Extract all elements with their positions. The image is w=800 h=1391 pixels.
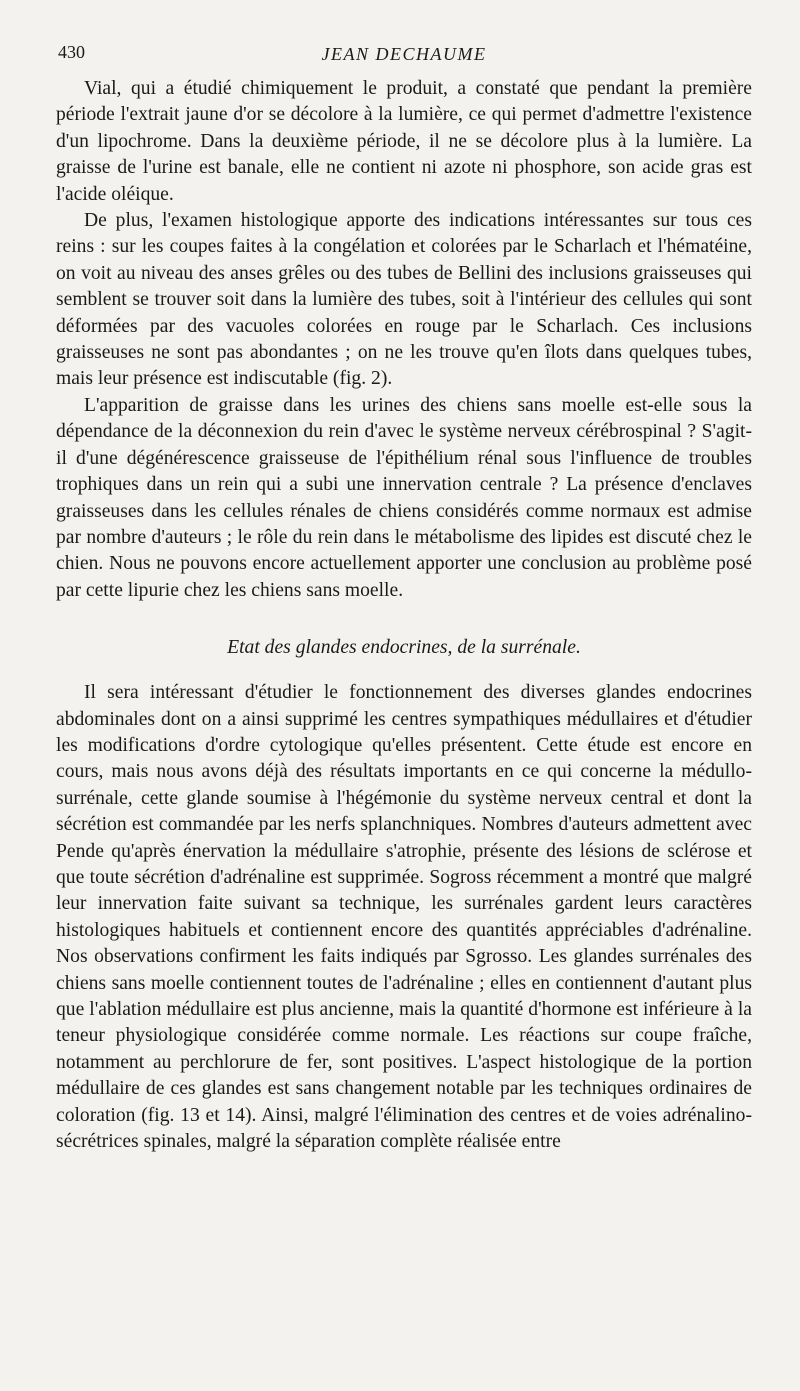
paragraph-histology: De plus, l'examen histologique apporte des indications intéressantes sur tous ces reins : sur les coupes faites à la congélation et colorées par le Scharlach et l'hématéine, on voit au niveau des anses grêles ou des tubes de Bellini des inclusions graisseuses qui semblent se trouver soit dans la lumière des tubes, soit à l'intérieur des cellules qui sont déformées par des vacuoles colorées en rouge par le Scharlach. Ces inclusions graisseuses ne sont pas abondantes ; on ne les trouve qu'en îlots dans quelques tubes, mais leur présence est indiscutable (fig. 2). bbox=[56, 210, 752, 390]
section-title: Etat des glandes endocrines, de la surrénale. bbox=[227, 637, 581, 659]
paragraph-lipuria: L'apparition de graisse dans les urines des chiens sans moelle est-elle sous la dépendance de la déconnexion du rein d'avec le système nerveux cérébrospinal ? S'agit-il d'une dégénérescence graisseuse de l'épithélium rénal sous l'influence de troubles trophiques dans un rein qui a subi une innervation centrale ? La présence d'enclaves graisseuses dans les cellules rénales de chiens considérés comme normaux est admise par nombre d'auteurs ; le rôle du rein dans le métabolisme des lipides est discuté chez le chien. Nous ne pouvons encore actuellement apporter une conclusion au problème posé par cette lipurie chez les chiens sans moelle. bbox=[56, 394, 752, 601]
page-header bbox=[56, 42, 752, 72]
book-page bbox=[56, 0, 752, 1391]
body-text bbox=[56, 76, 752, 1155]
running-head: JEAN DECHAUME bbox=[321, 44, 487, 64]
paragraph-surrenale: Il sera intéressant d'étudier le fonctionnement des diverses glandes endocrines abdominales dont on a ainsi supprimé les centres sympathiques médullaires et d'étudier les modifications d'ordre cytologique qu'elles présentent. Cette étude est encore en cours, mais nous avons déjà des résultats importants en ce qui concerne la médullo-surrénale, cette glande soumise à l'hégémonie du système nerveux central et dont la sécrétion est commandée par les nerfs splanchniques. Nombres d'auteurs admettent avec Pende qu'après énervation la médullaire s'atrophie, présente des lésions de sclérose et que toute sécrétion d'adrénaline est supprimée. Sogross récemment a montré que malgré leur innervation faite suivant sa technique, les surrénales gardent leurs caractères histologiques habituels et contiennent encore des quantités appréciables d'adrénaline. Nos observations confirment les faits indiqués par Sgrosso. Les glandes surrénales des chiens sans moelle contiennent toutes de l'adrénaline ; elles en contiennent d'autant plus que l'ablation médullaire est plus ancienne, mais la quantité d'hormone est inférieure à la teneur physiologique considérée comme normale. Les réactions sur coupe fraîche, notamment au perchlorure de fer, sont positives. L'aspect histologique de la portion médullaire de ces glandes est sans changement notable par les techniques ordinaires de coloration (fig. 13 et 14). Ainsi, malgré l'élimination des centres et de voies adrénalino-sécrétrices spinales, malgré la séparation complète réalisée entre bbox=[56, 682, 752, 1153]
page-number: 430 bbox=[58, 42, 85, 62]
paragraph-lipochrome: Vial, qui a étudié chimiquement le produit, a constaté que pendant la première période l'extrait jaune d'or se décolore à la lumière, ce qui permet d'admettre l'existence d'un lipochrome. Dans la deuxième période, il ne se décolore plus à la lumière. La graisse de l'urine est banale, elle ne contient ni azote ni phosphore, son acide gras est l'acide oléique. bbox=[56, 78, 752, 205]
